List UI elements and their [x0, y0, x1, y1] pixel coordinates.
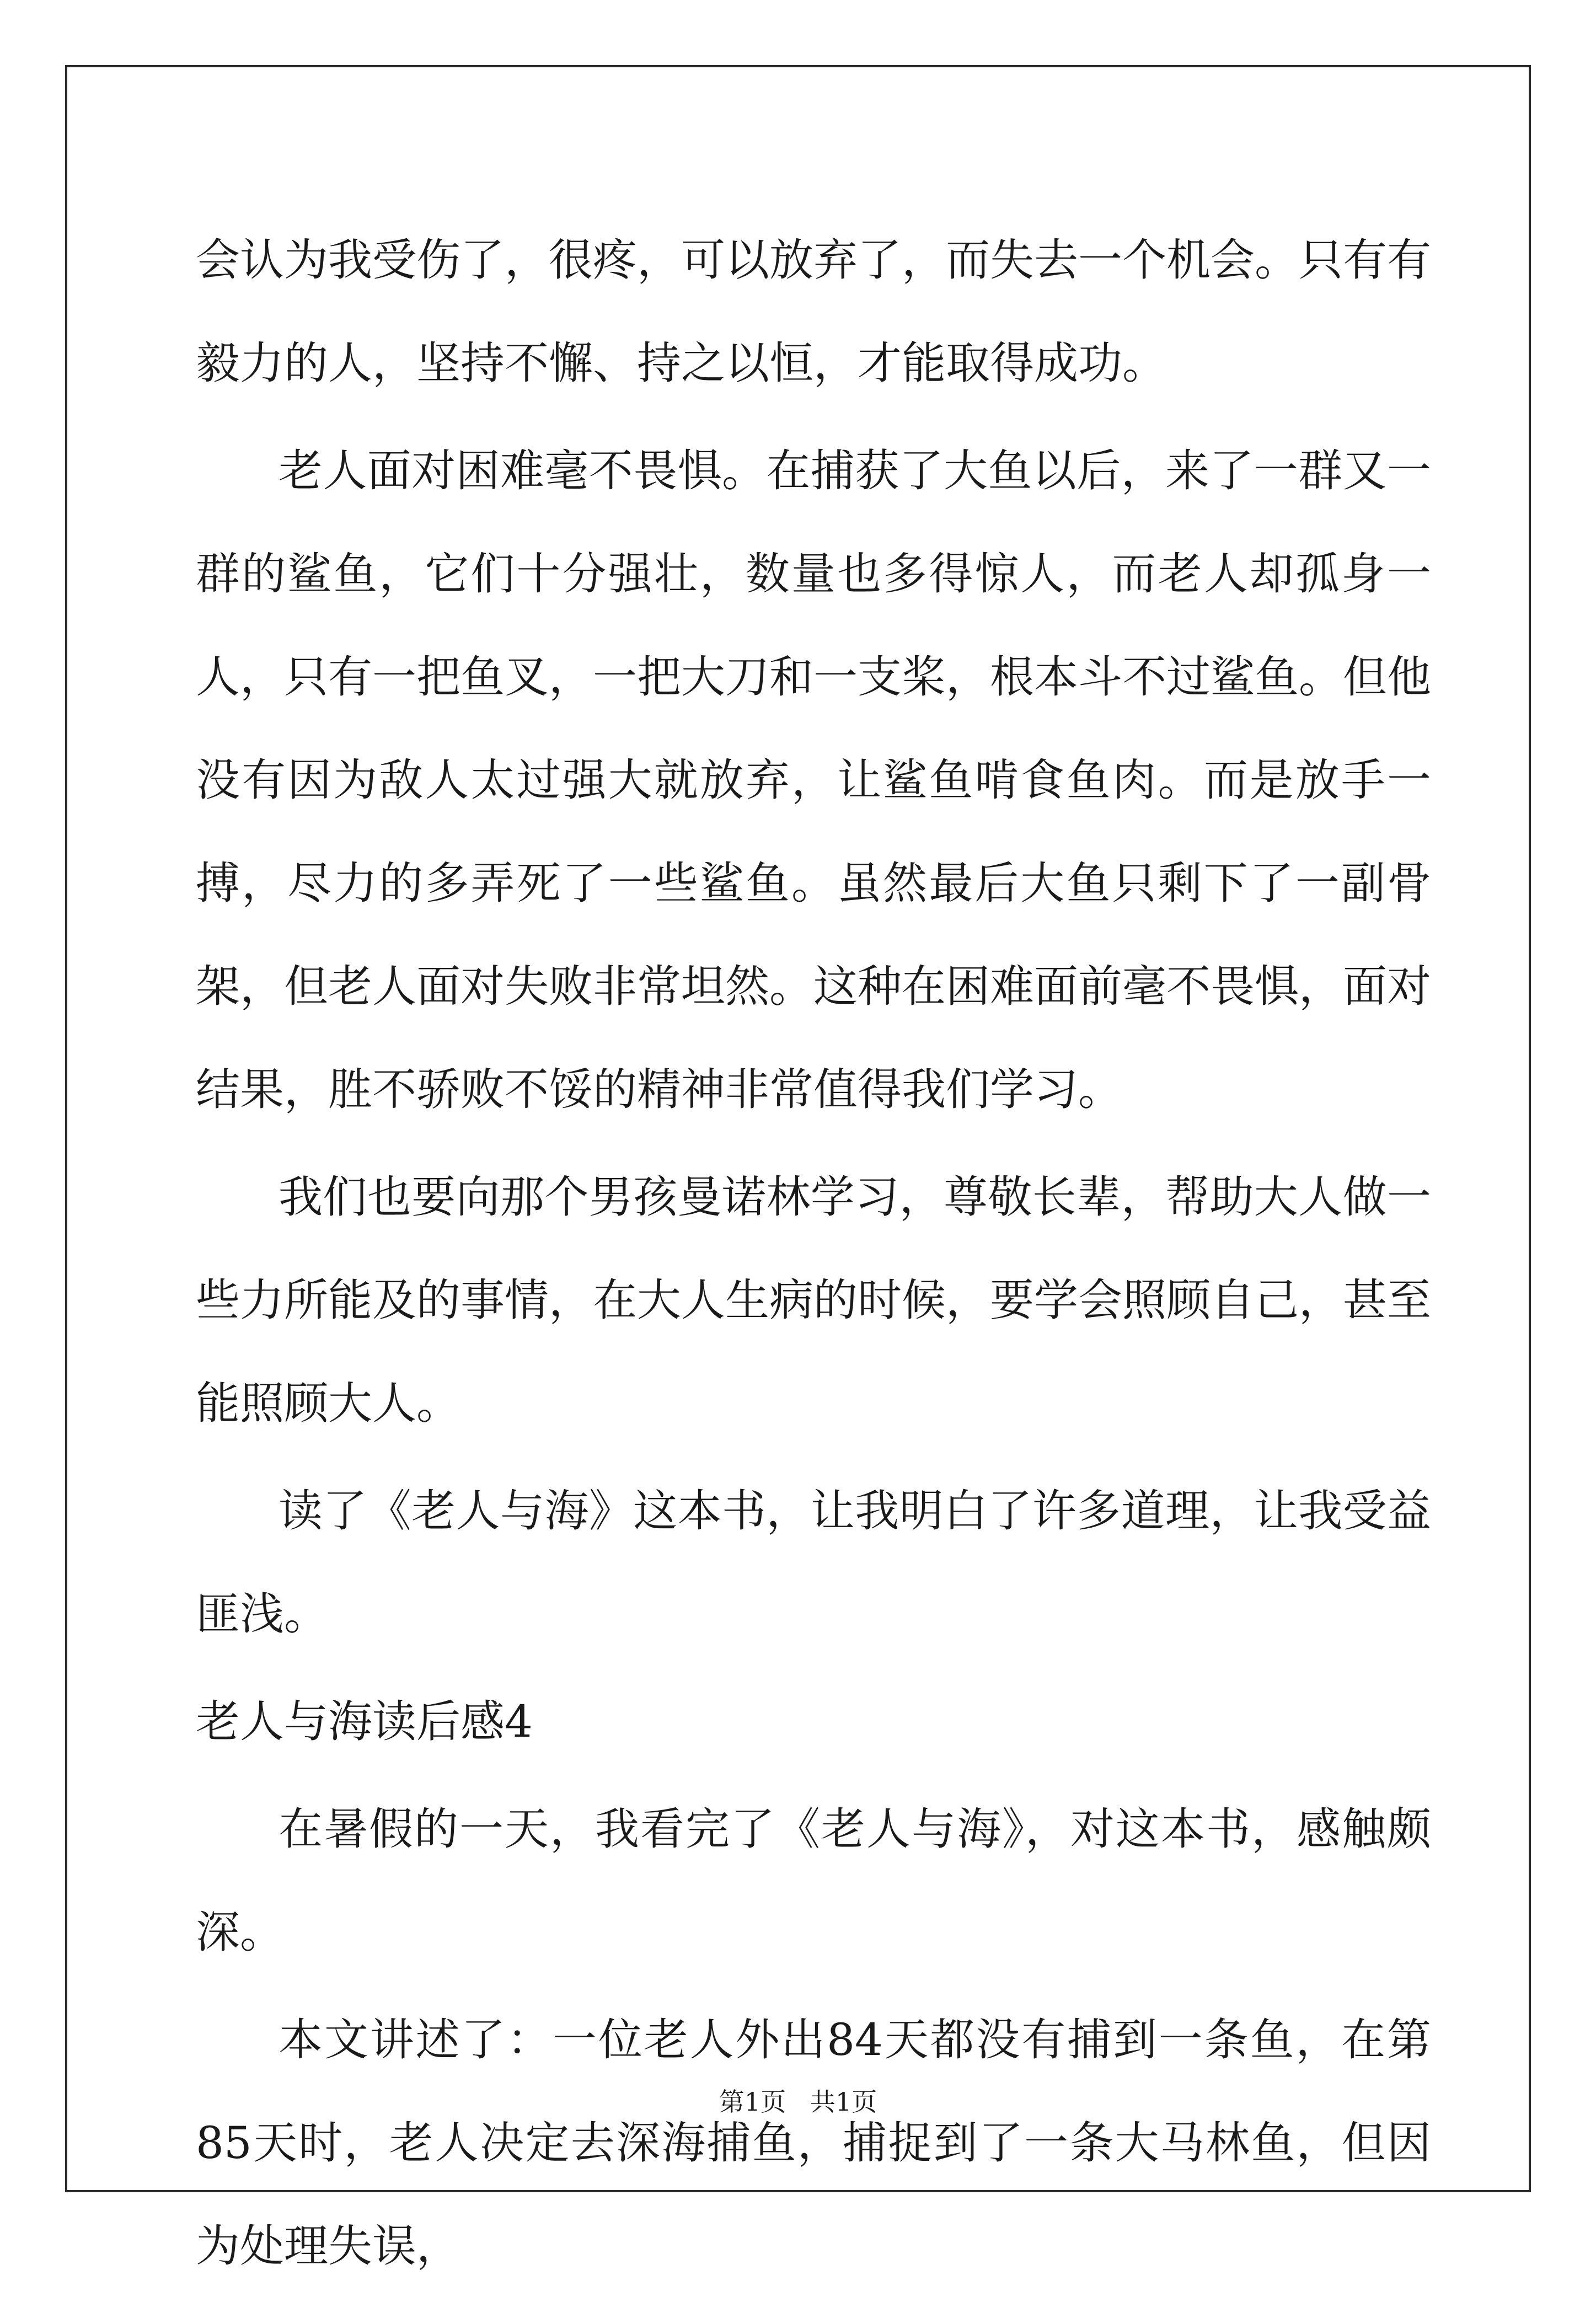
page-number-footer: 第1页 共1页 — [719, 2087, 877, 2117]
document-body — [196, 208, 1431, 2302]
paragraph-4: 读了《老人与海》这本书，让我明白了许多道理，让我受益匪浅。 — [196, 1485, 1431, 1640]
paragraph-2: 老人面对困难毫不畏惧。在捕获了大鱼以后，来了一群又一群的鲨鱼，它们十分强壮，数量也多得惊人，而老人却孤身一人，只有一把鱼叉，一把大刀和一支桨，根本斗不过鲨鱼。但他没有因为敌人太过强大就放弃，让鲨鱼啃食鱼肉。而是放手一搏，尽力的多弄死了一些鲨鱼。虽然最后大鱼只剩下了一副骨架，但老人面对失败非常坦然。这种在困难面前毫不畏惧，面对结果，胜不骄败不馁的精神非常值得我们学习。 — [196, 445, 1431, 1115]
section-title: 老人与海读后感4 — [196, 1696, 533, 1747]
paragraph-3: 我们也要向那个男孩曼诺林学习，尊敬长辈，帮助大人做一些力所能及的事情，在大人生病的时候，要学会照顾自己，甚至能照顾大人。 — [196, 1171, 1431, 1429]
paragraph-1: 会认为我受伤了，很疼，可以放弃了，而失去一个机会。只有有毅力的人，坚持不懈、持之以恒，才能取得成功。 — [196, 234, 1431, 389]
paragraph-5: 在暑假的一天，我看完了《老人与海》，对这本书，感触颇深。 — [196, 1803, 1431, 1958]
paragraph-6: 本文讲述了：一位老人外出84天都没有捕到一条鱼，在第85天时，老人决定去深海捕鱼，捕捉到了一条大马林鱼，但因为处理失误， — [196, 2014, 1431, 2272]
